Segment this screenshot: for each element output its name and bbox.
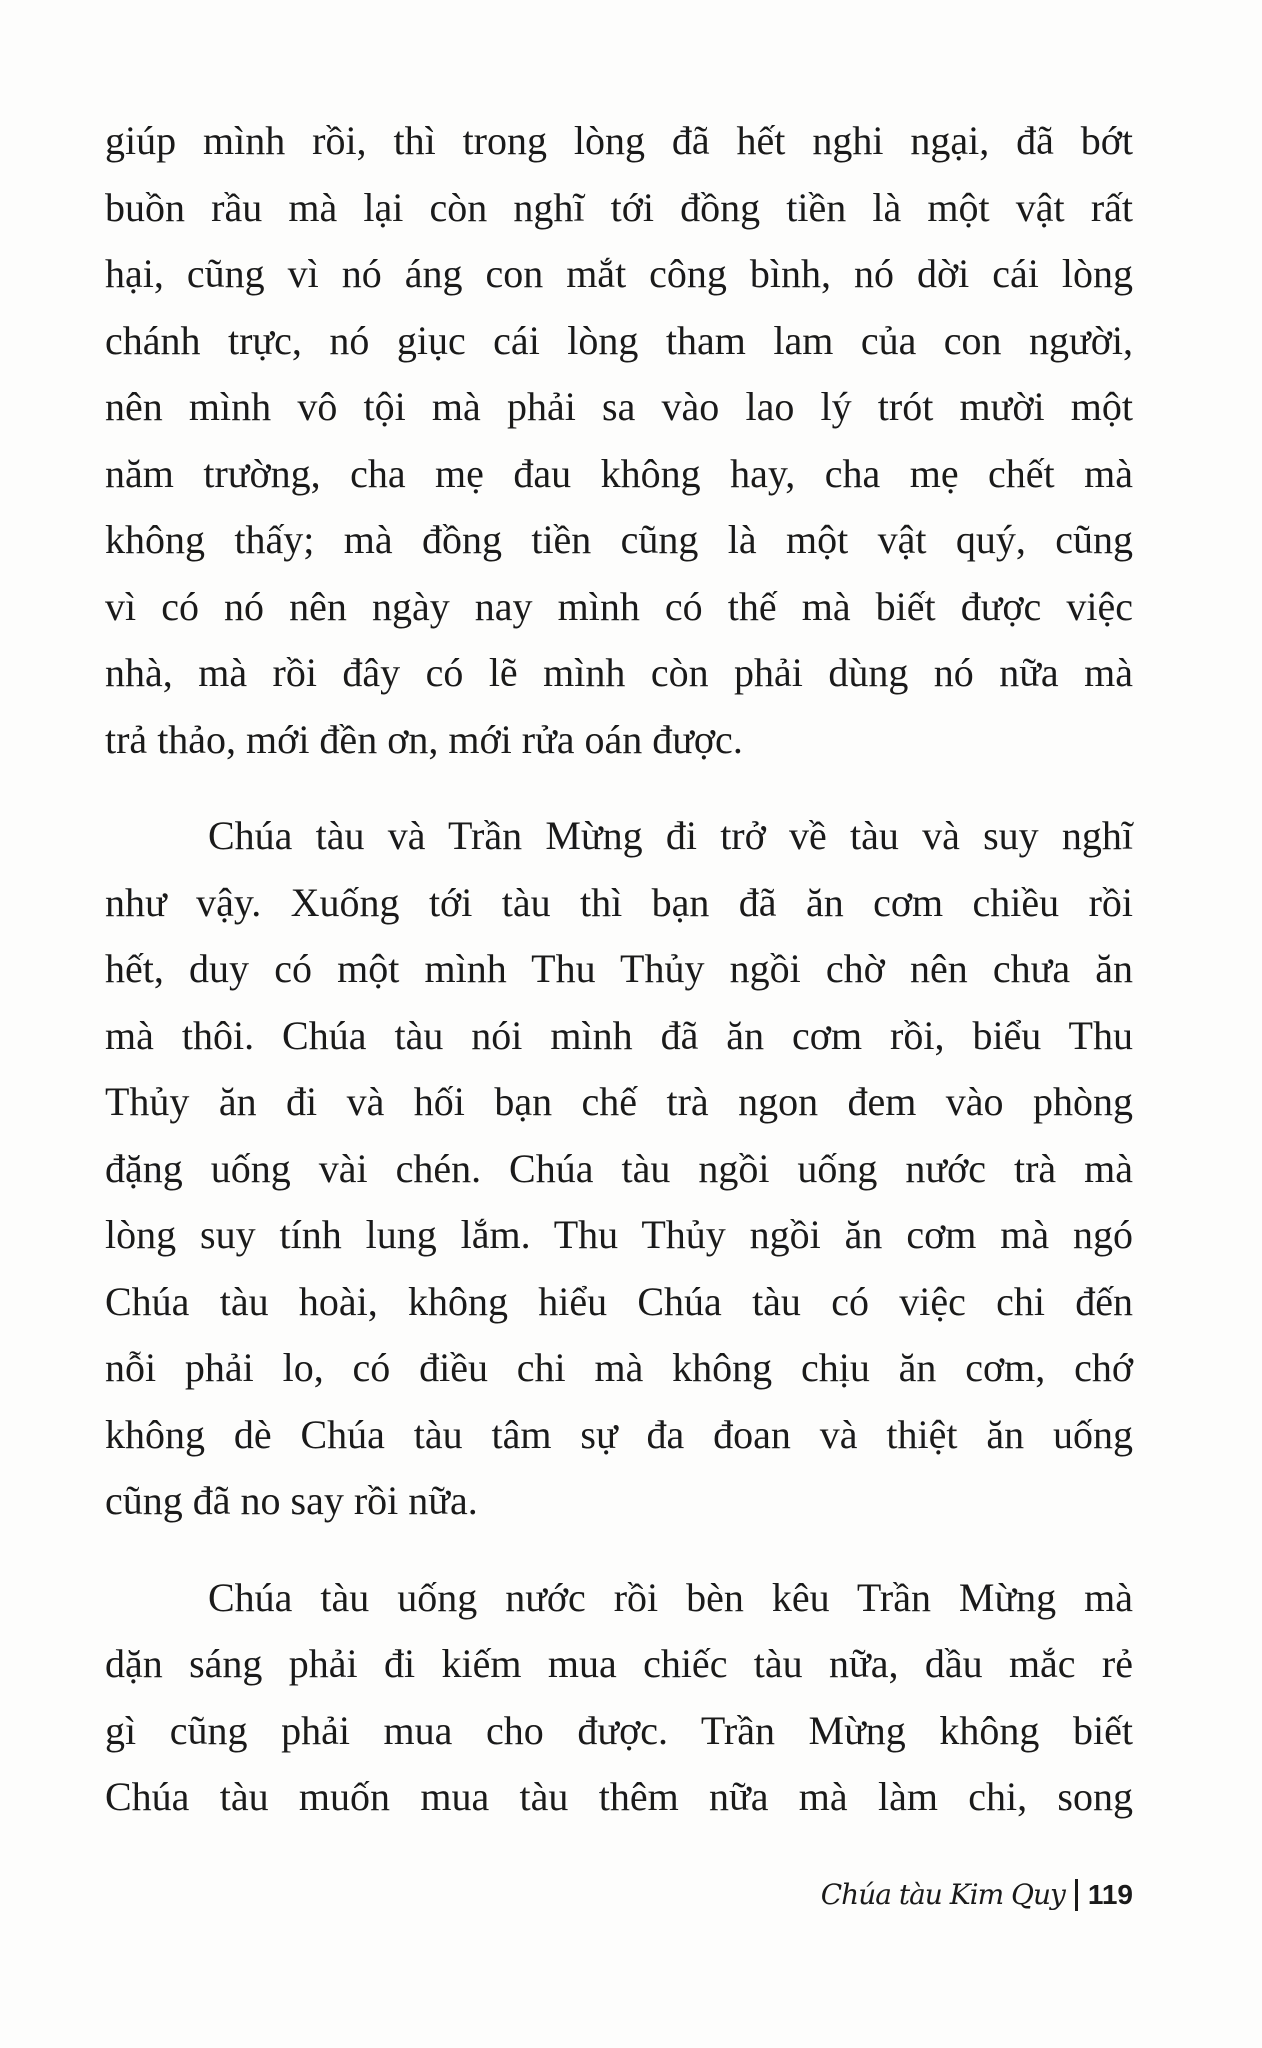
- text-line: nhà, mà rồi đây có lẽ mình còn phải dùng nó nữa mà: [105, 650, 1133, 695]
- text-line: cũng đã no say rồi nữa.: [105, 1478, 478, 1523]
- page-footer: [821, 1878, 1133, 1911]
- text-line: gì cũng phải mua cho được. Trần Mừng không biết: [105, 1707, 1133, 1753]
- text-line: Chúa tàu uống nước rồi bèn kêu Trần Mừng mà: [208, 1574, 1133, 1620]
- text-line: nỗi phải lo, có điều chi mà không chịu ăn cơm, chớ: [105, 1345, 1133, 1390]
- paragraph-3: [105, 1565, 1133, 1831]
- text-line: lòng suy tính lung lắm. Thu Thủy ngồi ăn cơm mà ngó: [105, 1212, 1133, 1257]
- text-line: Chúa tàu muốn mua tàu thêm nữa mà làm chi, song: [105, 1774, 1133, 1819]
- text-line: trả thảo, mới đền ơn, mới rửa oán được.: [105, 716, 743, 762]
- paragraph-2: [105, 803, 1133, 1535]
- text-line: năm trường, cha mẹ đau không hay, cha mẹ chết mà: [105, 450, 1133, 496]
- text-line: buồn rầu mà lại còn nghĩ tới đồng tiền là một vật rất: [105, 184, 1133, 230]
- page-number: 119: [1087, 1878, 1133, 1910]
- text-line: Chúa tàu hoài, không hiểu Chúa tàu có việc chi đến: [105, 1278, 1133, 1324]
- text-line: nên mình vô tội mà phải sa vào lao lý trót mười một: [105, 384, 1133, 429]
- footer-divider: [1075, 1879, 1078, 1911]
- text-line: hết, duy có một mình Thu Thủy ngồi chờ nên chưa ăn: [105, 946, 1133, 991]
- text-line: vì có nó nên ngày nay mình có thế mà biết được việc: [105, 583, 1133, 629]
- text-line: hại, cũng vì nó áng con mắt công bình, nó dời cái lòng: [105, 251, 1133, 296]
- text-line: không dè Chúa tàu tâm sự đa đoan và thiệt ăn uống: [105, 1411, 1133, 1457]
- text-line: đặng uống vài chén. Chúa tàu ngồi uống nước trà mà: [105, 1145, 1133, 1191]
- text-line: không thấy; mà đồng tiền cũng là một vật quý, cũng: [105, 517, 1133, 562]
- text-line: Chúa tàu và Trần Mừng đi trở về tàu và suy nghĩ: [208, 813, 1133, 858]
- text-line: giúp mình rồi, thì trong lòng đã hết nghi ngại, đã bớt: [105, 118, 1133, 163]
- text-line: dặn sáng phải đi kiếm mua chiếc tàu nữa, dầu mắc rẻ: [105, 1641, 1133, 1686]
- running-title: Chúa tàu Kim Quy: [820, 1878, 1065, 1911]
- text-line: như vậy. Xuống tới tàu thì bạn đã ăn cơm chiều rồi: [105, 879, 1133, 925]
- paragraph-1: [105, 108, 1133, 773]
- text-line: mà thôi. Chúa tàu nói mình đã ăn cơm rồi, biểu Thu: [105, 1012, 1133, 1058]
- page-body: [105, 108, 1133, 1861]
- text-line: Thủy ăn đi và hối bạn chế trà ngon đem vào phòng: [105, 1079, 1133, 1124]
- text-line: chánh trực, nó giục cái lòng tham lam của con người,: [105, 317, 1133, 363]
